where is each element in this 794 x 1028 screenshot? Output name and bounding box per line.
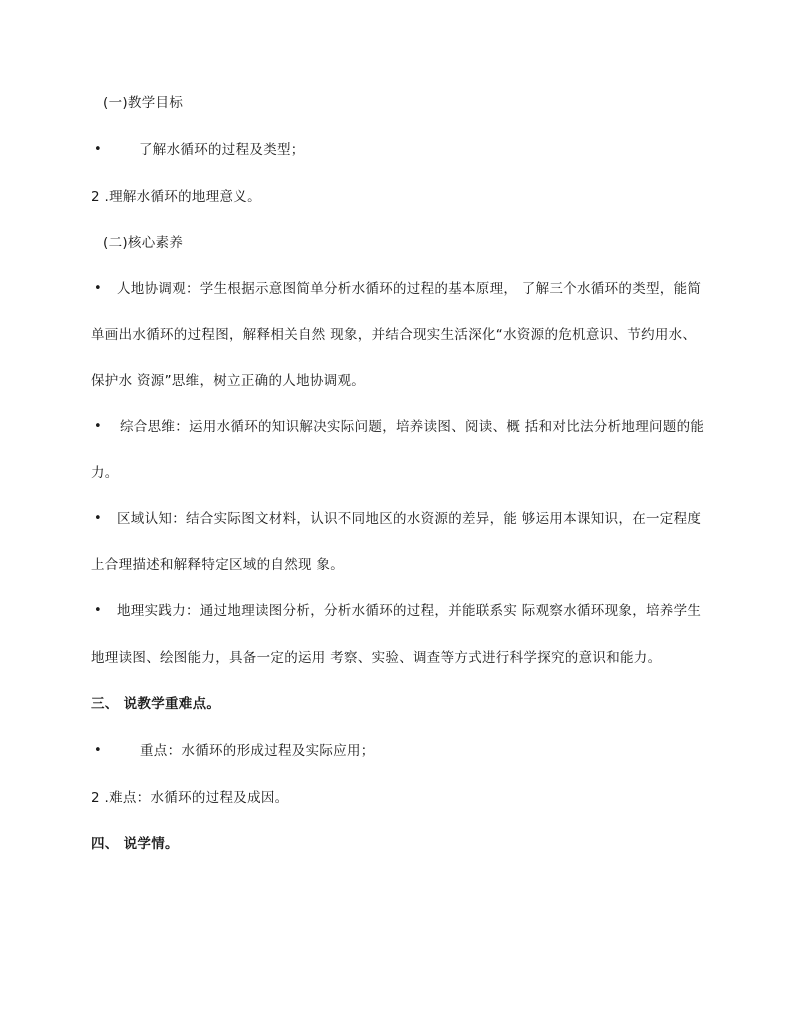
goal-item-1: 了解水循环的过程及类型； xyxy=(139,142,305,158)
bullet-icon: • xyxy=(94,603,102,618)
bullet-icon: • xyxy=(94,419,102,434)
bullet-icon: • xyxy=(94,511,102,526)
section-heading-learner-analysis: 四、 说学情。 xyxy=(91,836,179,852)
core-item-3-line-1: 区域认知：结合实际图文材料，认识不同地区的水资源的差异，能 够运用本课知识，在一定程度 xyxy=(117,511,702,527)
goal-item-2: 2 .理解水循环的地理意义。 xyxy=(91,189,261,205)
core-item-2-line-2: 力。 xyxy=(91,465,119,481)
bullet-icon: • xyxy=(94,281,102,296)
bullet-icon: • xyxy=(94,743,102,758)
core-item-1-line-2: 单画出水循环的过程图，解释相关自然 现象，并结合现实生活深化“水资源的危机意识、节约用水、 xyxy=(91,327,697,343)
bullet-icon: • xyxy=(94,142,102,157)
key-point-item: 重点：水循环的形成过程及实际应用； xyxy=(140,743,375,759)
core-item-2-line-1: 综合思维：运用水循环的知识解决实际问题，培养读图、阅读、概 括和对比法分析地理问题的能 xyxy=(120,419,705,435)
core-item-3-line-2: 上合理描述和解释特定区域的自然现 象。 xyxy=(91,557,344,573)
section-heading-core-literacy: (二)核心素养 xyxy=(103,235,184,251)
core-item-1-line-1: 人地协调观：学生根据示意图简单分析水循环的过程的基本原理， 了解三个水循环的类型，能简 xyxy=(117,281,702,297)
section-heading-key-difficulties: 三、 说教学重难点。 xyxy=(91,696,221,712)
core-item-4-line-2: 地理读图、绘图能力，具备一定的运用 考察、实验、调查等方式进行科学探究的意识和能力。 xyxy=(91,650,662,666)
section-heading-teaching-goals: (一)教学目标 xyxy=(103,95,184,111)
core-item-1-line-3: 保护水 资源”思维，树立正确的人地协调观。 xyxy=(91,373,366,389)
core-item-4-line-1: 地理实践力：通过地理读图分析，分析水循环的过程，并能联系实 际观察水循环现象，培养学生 xyxy=(117,603,702,619)
difficult-point-item: 2 .难点：水循环的过程及成因。 xyxy=(91,790,289,806)
